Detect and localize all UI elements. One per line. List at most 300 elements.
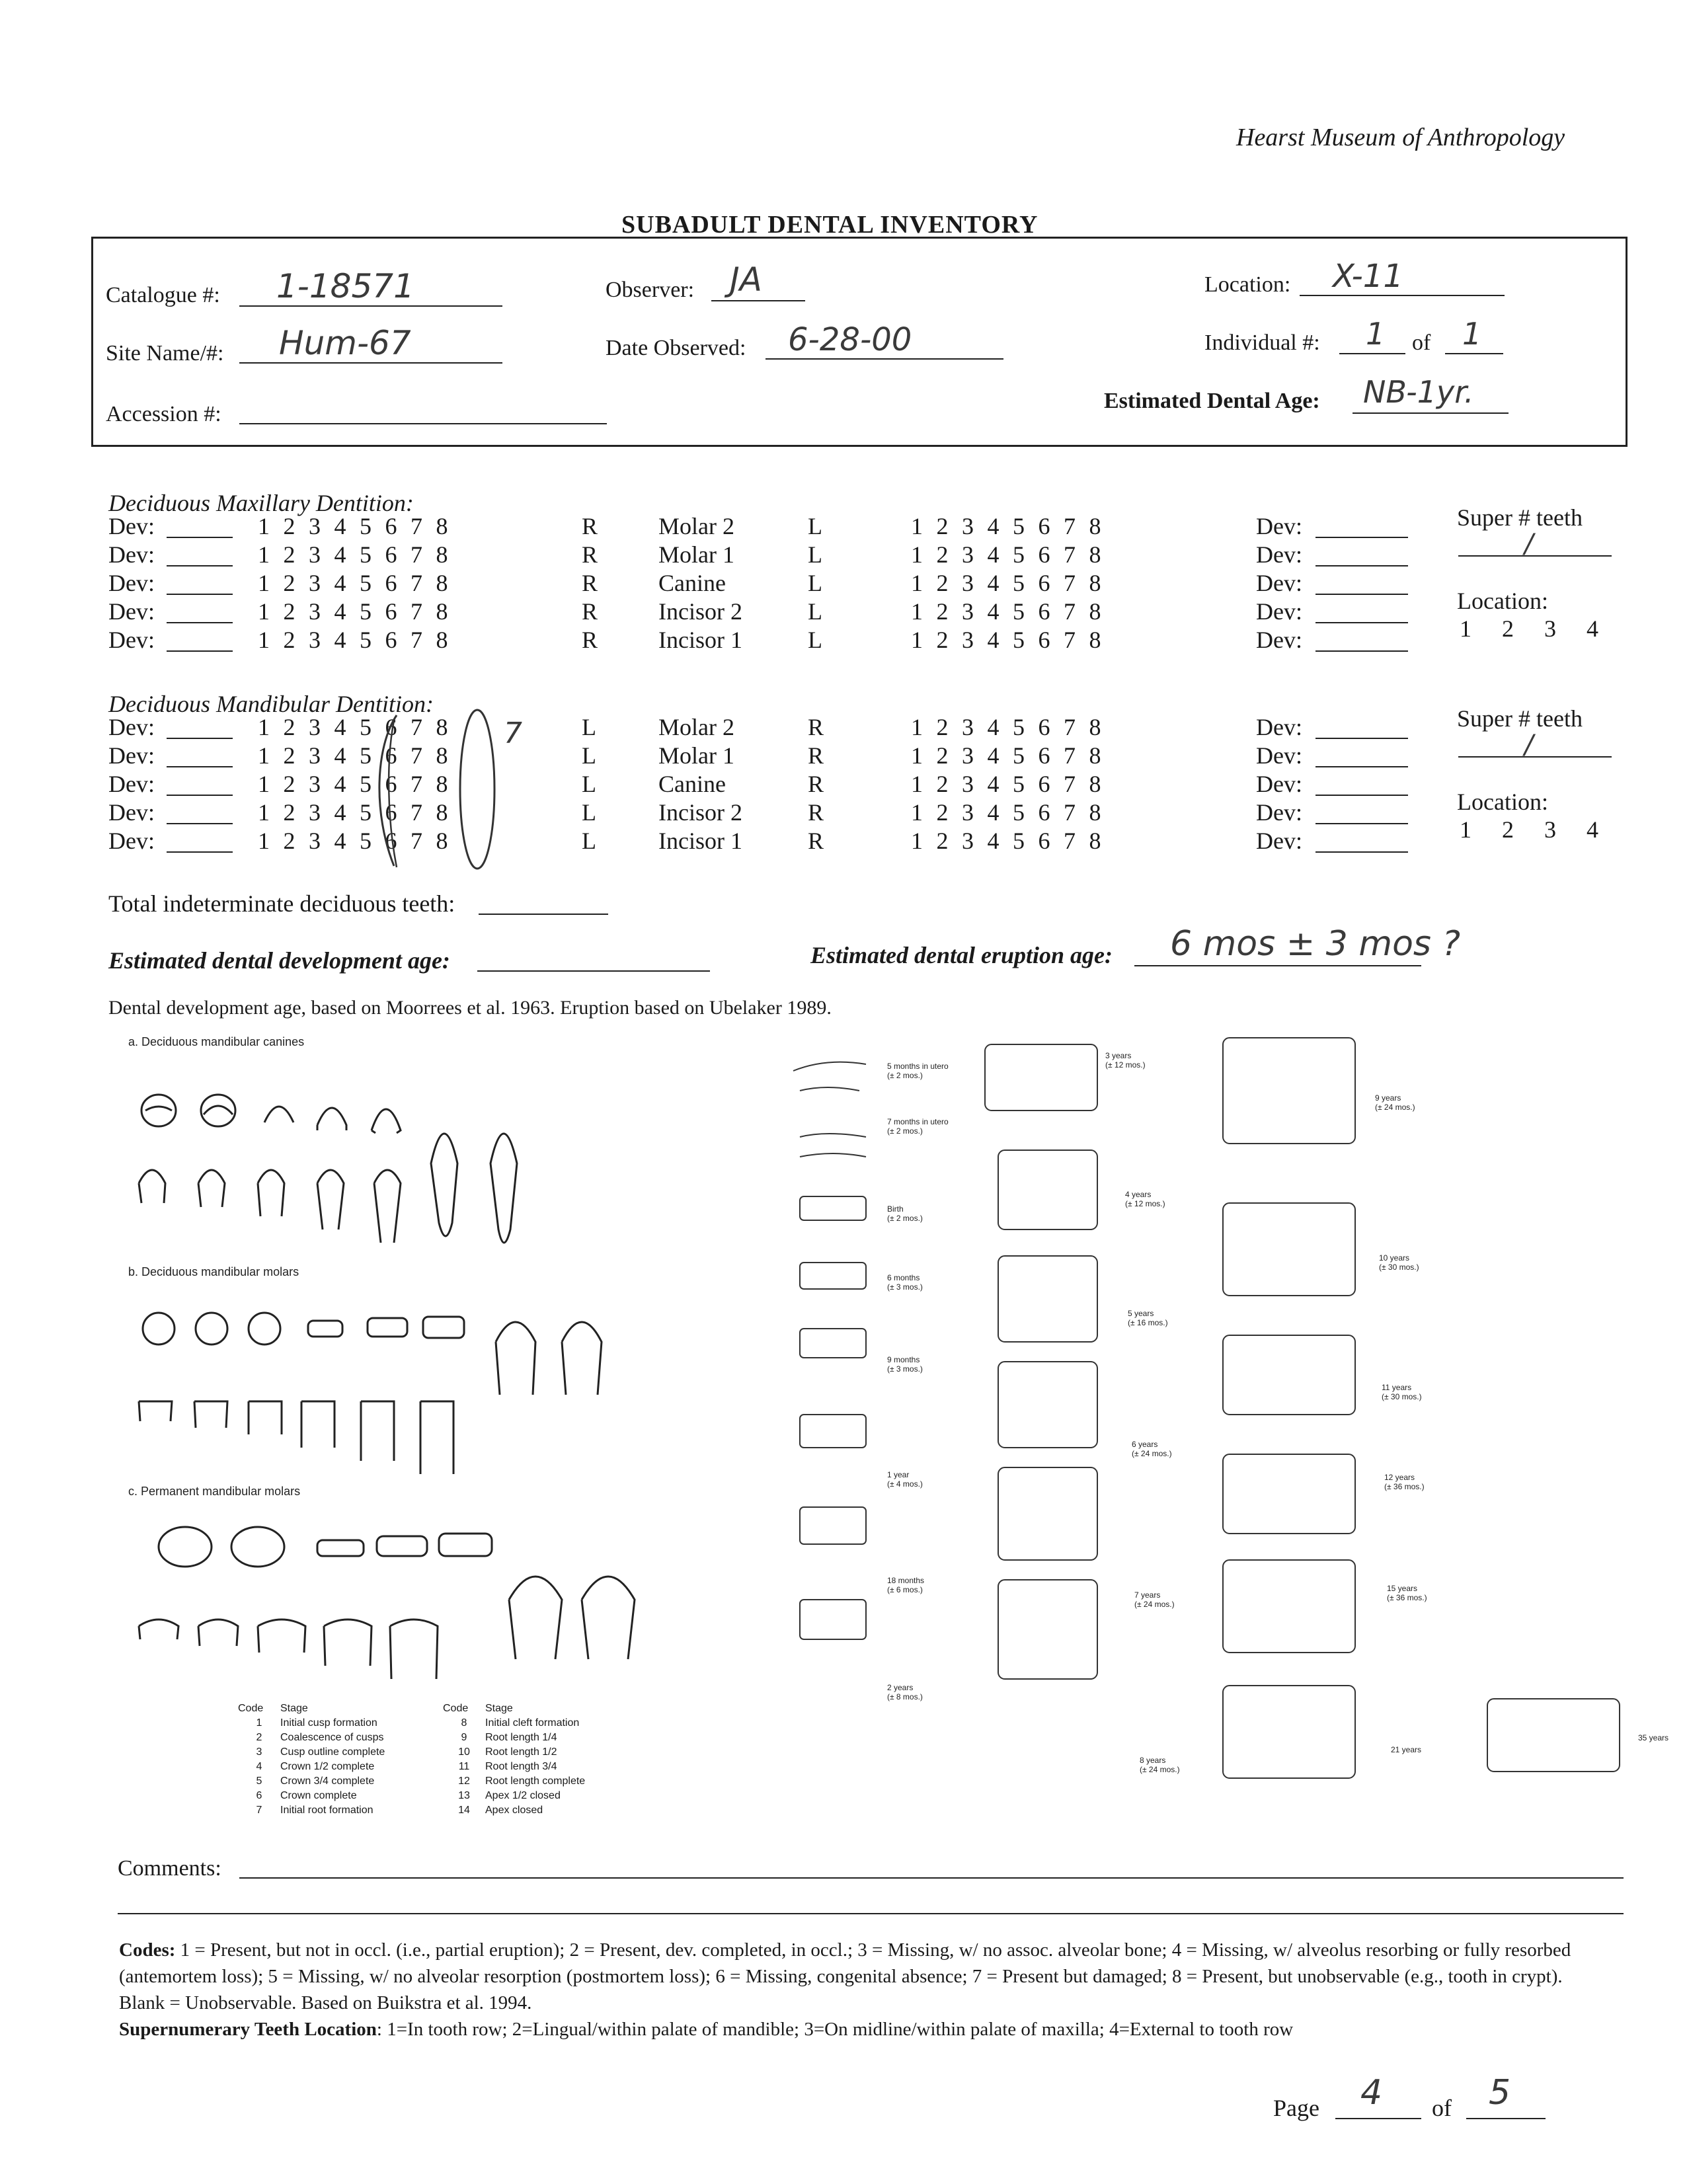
code-option[interactable]: 7 xyxy=(411,714,422,740)
indeterminate-field[interactable] xyxy=(479,883,608,915)
code-option[interactable]: 6 xyxy=(1038,513,1050,539)
museum-name: Hearst Museum of Anthropology xyxy=(1236,124,1565,151)
code-option[interactable]: 8 xyxy=(436,541,448,568)
code-option[interactable]: 5 xyxy=(360,714,372,740)
code-option[interactable]: 4 xyxy=(334,598,346,625)
code-option[interactable]: 8 xyxy=(1089,570,1101,596)
code-option[interactable]: 3 xyxy=(309,828,321,854)
code-option[interactable]: 5 xyxy=(1013,771,1025,797)
dev-field-right[interactable] xyxy=(1315,602,1408,623)
code-option[interactable]: 4 xyxy=(987,714,1000,740)
stage-row xyxy=(443,1805,585,1819)
code-option[interactable]: 5 xyxy=(1013,541,1025,568)
code-option[interactable]: 3 xyxy=(309,742,321,769)
code-option[interactable]: 3 xyxy=(309,541,321,568)
side-right: R xyxy=(808,714,824,740)
dev-field-right[interactable] xyxy=(1315,574,1408,595)
code-list-right xyxy=(911,798,1115,827)
reference-note: Dental development age, based on Moorrees et al. 1963. Eruption based on Ubelaker 1989. xyxy=(108,997,832,1019)
dev-field-right[interactable] xyxy=(1315,517,1408,538)
stage-code: 5 xyxy=(256,1775,262,1787)
code-option[interactable]: 6 xyxy=(385,799,397,826)
code-option[interactable]: 5 xyxy=(360,742,372,769)
code-option[interactable]: 4 xyxy=(987,828,1000,854)
code-option[interactable]: 6 xyxy=(385,541,397,568)
code-option[interactable]: 3 xyxy=(309,714,321,740)
stage-name: Apex 1/2 closed xyxy=(485,1790,561,1801)
code-option[interactable]: 2 xyxy=(283,742,295,769)
comments-field[interactable] xyxy=(239,1853,1624,1879)
code-option[interactable]: 8 xyxy=(1089,799,1101,826)
code-option[interactable]: 6 xyxy=(385,742,397,769)
dev-field-left[interactable] xyxy=(167,517,233,538)
code-option[interactable]: 1 xyxy=(911,828,923,854)
code-option[interactable]: 7 xyxy=(411,570,422,596)
code-option[interactable]: 1 xyxy=(258,828,270,854)
code-option[interactable]: 8 xyxy=(1089,828,1101,854)
code-option[interactable]: 3 xyxy=(309,799,321,826)
code-option[interactable]: 4 xyxy=(334,714,346,740)
code-option[interactable]: 3 xyxy=(309,598,321,625)
codes-legend xyxy=(119,1937,1587,2043)
eruption-age: 11 years xyxy=(1382,1383,1412,1392)
super-teeth-field[interactable] xyxy=(1458,531,1612,557)
code-option[interactable]: 4 xyxy=(334,771,346,797)
code-option[interactable]: 2 xyxy=(936,714,949,740)
code-option[interactable]: 8 xyxy=(436,742,448,769)
code-option[interactable]: 4 xyxy=(334,513,346,539)
side-left: L xyxy=(582,828,596,854)
code-option[interactable]: 2 xyxy=(936,799,949,826)
eruption-age-label xyxy=(887,1062,960,1080)
code-option[interactable]: 1 xyxy=(911,541,923,568)
individual-value: 1 xyxy=(1366,316,1386,352)
dev-label-right: Dev: xyxy=(1256,513,1302,539)
code-option[interactable]: 2 xyxy=(936,541,949,568)
stage-name: Crown complete xyxy=(280,1790,357,1801)
code-option[interactable]: 2 xyxy=(283,714,295,740)
code-option[interactable]: 1 xyxy=(911,799,923,826)
code-option[interactable]: 7 xyxy=(1064,742,1076,769)
code-option[interactable]: 8 xyxy=(1089,598,1101,625)
stage-row xyxy=(238,1761,385,1775)
eruption-age: 2 years xyxy=(887,1683,914,1692)
code-option[interactable]: 2 xyxy=(283,828,295,854)
code-option[interactable]: 8 xyxy=(1089,771,1101,797)
comments-field-line2[interactable] xyxy=(118,1889,1624,1914)
super-loc-text: : 1=In tooth row; 2=Lingual/within palate of mandible; 3=On midline/within palate of maxilla; 4=External to tooth row xyxy=(376,2019,1294,2040)
stage-name: Apex closed xyxy=(485,1805,543,1816)
dev-label-left: Dev: xyxy=(108,799,155,826)
stage-header-stage: Stage xyxy=(280,1703,308,1714)
code-option[interactable]: 1 xyxy=(258,799,270,826)
code-option[interactable]: 1 xyxy=(258,627,270,653)
eruption-age: 1 year xyxy=(887,1470,910,1479)
eruption-age-label xyxy=(1125,1190,1198,1208)
dev-label-left: Dev: xyxy=(108,828,155,854)
code-option[interactable]: 7 xyxy=(1064,714,1076,740)
code-option[interactable]: 4 xyxy=(334,541,346,568)
accession-field[interactable] xyxy=(239,393,607,424)
code-option[interactable]: 5 xyxy=(360,799,372,826)
code-option[interactable]: 3 xyxy=(309,570,321,596)
code-option[interactable]: 7 xyxy=(411,828,422,854)
code-option[interactable]: 7 xyxy=(1064,828,1076,854)
eruption-age-error: (± 30 mos.) xyxy=(1382,1392,1422,1401)
code-option[interactable]: 6 xyxy=(1038,598,1050,625)
code-option[interactable]: 1 xyxy=(911,627,923,653)
code-option[interactable]: 8 xyxy=(1089,513,1101,539)
code-option[interactable]: 6 xyxy=(1038,541,1050,568)
code-option[interactable]: 6 xyxy=(1038,742,1050,769)
observer-value: JA xyxy=(730,260,762,299)
code-option[interactable]: 4 xyxy=(987,627,1000,653)
code-option[interactable]: 5 xyxy=(1013,799,1025,826)
code-option[interactable]: 7 xyxy=(411,513,422,539)
code-option[interactable]: 3 xyxy=(309,513,321,539)
eruption-age: 12 years xyxy=(1384,1473,1415,1482)
code-option[interactable]: 2 xyxy=(283,771,295,797)
dev-field-left[interactable] xyxy=(167,545,233,566)
code-option[interactable]: 4 xyxy=(987,570,1000,596)
stage-code: 11 xyxy=(458,1761,470,1772)
stage-header-code: Code xyxy=(238,1703,264,1714)
super-teeth-field[interactable] xyxy=(1458,732,1612,758)
dev-label-left: Dev: xyxy=(108,513,155,539)
stage-name: Root length 1/4 xyxy=(485,1732,557,1743)
code-option[interactable]: 1 xyxy=(911,771,923,797)
code-option[interactable]: 7 xyxy=(411,598,422,625)
code-option[interactable]: 6 xyxy=(385,598,397,625)
eruption-age-error: (± 6 mos.) xyxy=(887,1585,923,1594)
dev-field-right[interactable] xyxy=(1315,775,1408,796)
stage-row xyxy=(238,1775,385,1790)
stage-name: Root length complete xyxy=(485,1775,586,1787)
code-option[interactable]: 8 xyxy=(436,828,448,854)
stage-code: 2 xyxy=(256,1732,262,1743)
stage-name: Root length 3/4 xyxy=(485,1761,557,1772)
dev-label-left: Dev: xyxy=(108,627,155,653)
dev-label-right: Dev: xyxy=(1256,627,1302,653)
code-option[interactable]: 5 xyxy=(1013,513,1025,539)
super-location-option[interactable]: 2 xyxy=(1502,816,1514,843)
code-list-right xyxy=(911,540,1115,569)
code-option[interactable]: 4 xyxy=(334,570,346,596)
code-option[interactable]: 2 xyxy=(936,627,949,653)
code-option[interactable]: 6 xyxy=(385,513,397,539)
dev-field-right[interactable] xyxy=(1315,718,1408,739)
stage-name: Cusp outline complete xyxy=(280,1746,385,1758)
code-option[interactable]: 8 xyxy=(1089,742,1101,769)
dev-field-right[interactable] xyxy=(1315,545,1408,566)
code-option[interactable]: 8 xyxy=(1089,627,1101,653)
code-option[interactable]: 8 xyxy=(436,771,448,797)
dev-field-left[interactable] xyxy=(167,631,233,652)
code-option[interactable]: 3 xyxy=(309,627,321,653)
code-option[interactable]: 8 xyxy=(436,513,448,539)
eruption-age-error: (± 36 mos.) xyxy=(1384,1482,1425,1491)
code-option[interactable]: 2 xyxy=(936,771,949,797)
code-option[interactable]: 1 xyxy=(258,570,270,596)
code-option[interactable]: 6 xyxy=(385,627,397,653)
super-location-option[interactable]: 4 xyxy=(1587,816,1598,843)
code-option[interactable]: 6 xyxy=(385,771,397,797)
super-location-option[interactable]: 2 xyxy=(1502,615,1514,642)
code-option[interactable]: 4 xyxy=(987,513,1000,539)
dev-field-left[interactable] xyxy=(167,832,233,853)
code-option[interactable]: 2 xyxy=(936,570,949,596)
code-option[interactable]: 6 xyxy=(385,570,397,596)
code-option[interactable]: 4 xyxy=(334,799,346,826)
code-option[interactable]: 5 xyxy=(360,513,372,539)
code-option[interactable]: 3 xyxy=(962,598,974,625)
eruption-age: Birth xyxy=(887,1204,904,1214)
code-option[interactable]: 6 xyxy=(1038,771,1050,797)
code-option[interactable]: 1 xyxy=(258,742,270,769)
side-right: L xyxy=(808,570,822,596)
code-option[interactable]: 5 xyxy=(360,570,372,596)
code-option[interactable]: 6 xyxy=(385,714,397,740)
maxillary-heading: Deciduous Maxillary Dentition: xyxy=(108,490,414,516)
dev-field-right[interactable] xyxy=(1315,746,1408,767)
code-option[interactable]: 2 xyxy=(283,570,295,596)
code-option[interactable]: 8 xyxy=(436,714,448,740)
code-option[interactable]: 6 xyxy=(1038,570,1050,596)
dev-label-right: Dev: xyxy=(1256,541,1302,568)
eruption-age: 5 years xyxy=(1128,1309,1154,1318)
code-option[interactable]: 1 xyxy=(258,714,270,740)
code-list-right xyxy=(911,625,1115,654)
code-option[interactable]: 5 xyxy=(1013,742,1025,769)
eruption-age-label xyxy=(1375,1093,1448,1112)
stage-code: 4 xyxy=(256,1761,262,1772)
code-option[interactable]: 3 xyxy=(962,570,974,596)
side-left: L xyxy=(582,714,596,740)
code-option[interactable]: 2 xyxy=(936,828,949,854)
code-option[interactable]: 7 xyxy=(411,799,422,826)
eruption-age: 7 months in utero xyxy=(887,1117,949,1126)
code-option[interactable]: 1 xyxy=(258,598,270,625)
eruption-age-label xyxy=(887,1204,960,1223)
code-option[interactable]: 4 xyxy=(987,799,1000,826)
code-option[interactable]: 2 xyxy=(936,513,949,539)
dev-label-right: Dev: xyxy=(1256,828,1302,854)
code-option[interactable]: 4 xyxy=(987,541,1000,568)
code-option[interactable]: 7 xyxy=(411,771,422,797)
page-total: 5 xyxy=(1489,2073,1511,2113)
code-option[interactable]: 7 xyxy=(1064,771,1076,797)
dev-age-field[interactable] xyxy=(477,939,710,972)
stage-code: 1 xyxy=(256,1717,262,1729)
stage-code: 6 xyxy=(256,1790,262,1801)
code-option[interactable]: 1 xyxy=(258,771,270,797)
code-option[interactable]: 8 xyxy=(436,627,448,653)
code-option[interactable]: 7 xyxy=(1064,541,1076,568)
code-option[interactable]: 6 xyxy=(1038,799,1050,826)
code-option[interactable]: 7 xyxy=(411,742,422,769)
eruption-age-error: (± 24 mos.) xyxy=(1132,1449,1172,1458)
stage-row xyxy=(443,1775,585,1790)
location-label: Location: xyxy=(1204,272,1291,297)
side-left: L xyxy=(582,742,596,769)
eruption-age-error: (± 24 mos.) xyxy=(1375,1103,1415,1112)
stage-header-stage: Stage xyxy=(485,1703,513,1714)
eruption-age-error: (± 30 mos.) xyxy=(1379,1263,1419,1272)
code-option[interactable]: 4 xyxy=(987,742,1000,769)
side-right: R xyxy=(808,771,824,797)
code-option[interactable]: 2 xyxy=(936,598,949,625)
individual-total: 1 xyxy=(1462,316,1482,352)
code-option[interactable]: 5 xyxy=(1013,714,1025,740)
code-option[interactable]: 1 xyxy=(911,570,923,596)
code-option[interactable]: 2 xyxy=(283,627,295,653)
code-option[interactable]: 5 xyxy=(1013,570,1025,596)
super-location-option[interactable]: 1 xyxy=(1460,615,1471,642)
dev-label-left: Dev: xyxy=(108,598,155,625)
code-option[interactable]: 5 xyxy=(360,627,372,653)
code-option[interactable]: 4 xyxy=(334,627,346,653)
stage-code: 14 xyxy=(458,1805,470,1816)
code-list-right xyxy=(911,769,1115,799)
code-option[interactable]: 3 xyxy=(962,828,974,854)
dev-field-right[interactable] xyxy=(1315,832,1408,853)
code-option[interactable]: 2 xyxy=(283,513,295,539)
observer-label: Observer: xyxy=(606,278,695,302)
code-option[interactable]: 5 xyxy=(1013,598,1025,625)
code-option[interactable]: 8 xyxy=(1089,541,1101,568)
stage-code: 7 xyxy=(256,1805,262,1816)
comments-label: Comments: xyxy=(118,1856,221,1881)
code-option[interactable]: 5 xyxy=(360,598,372,625)
code-option[interactable]: 2 xyxy=(283,541,295,568)
code-option[interactable]: 7 xyxy=(1064,627,1076,653)
code-option[interactable]: 3 xyxy=(962,771,974,797)
dev-field-left[interactable] xyxy=(167,574,233,595)
code-option[interactable]: 4 xyxy=(987,598,1000,625)
stage-code: 9 xyxy=(461,1732,467,1743)
code-option[interactable]: 4 xyxy=(334,828,346,854)
code-option[interactable]: 8 xyxy=(436,799,448,826)
date-label: Date Observed: xyxy=(606,336,746,360)
dev-field-left[interactable] xyxy=(167,602,233,623)
super-location-option[interactable]: 4 xyxy=(1587,615,1598,642)
code-option[interactable]: 3 xyxy=(962,742,974,769)
dev-label-left: Dev: xyxy=(108,742,155,769)
code-list-right xyxy=(911,512,1115,541)
code-option[interactable]: 3 xyxy=(962,627,974,653)
code-option[interactable]: 8 xyxy=(1089,714,1101,740)
eruption-age-error: (± 2 mos.) xyxy=(887,1071,923,1080)
stage-row xyxy=(238,1717,385,1732)
code-option[interactable]: 2 xyxy=(936,742,949,769)
code-option[interactable]: 6 xyxy=(1038,714,1050,740)
code-option[interactable]: 3 xyxy=(962,799,974,826)
dev-field-left[interactable] xyxy=(167,775,233,796)
dev-field-left[interactable] xyxy=(167,803,233,824)
code-option[interactable]: 1 xyxy=(258,513,270,539)
code-option[interactable]: 1 xyxy=(911,513,923,539)
code-option[interactable]: 1 xyxy=(911,714,923,740)
eruption-age-label xyxy=(1134,1590,1207,1609)
code-option[interactable]: 6 xyxy=(1038,627,1050,653)
eruption-age-label xyxy=(1384,1473,1457,1491)
est-age-value: NB-1yr. xyxy=(1363,374,1474,410)
code-option[interactable]: 7 xyxy=(1064,513,1076,539)
eruption-age-error: (± 8 mos.) xyxy=(887,1692,923,1701)
dev-field-right[interactable] xyxy=(1315,803,1408,824)
codes-text: 1 = Present, but not in occl. (i.e., partial eruption); 2 = Present, dev. completed, in occl.; 3 = Missing, w/ no assoc. alveolar bone; 4 = Missing, w/ alveolus resorbing or fully resorbed (antemortem loss); 5 = Missing, w/ no alveolar resorption (postmortem loss); 6 = Missing, congenital absence; 7 = Present but damaged; 8 = Present, but unobservable (e.g., tooth in crypt). Blank = Unobservable. Based on Buikstra et al. 1994. xyxy=(119,1939,1571,2013)
code-option[interactable]: 3 xyxy=(962,541,974,568)
code-option[interactable]: 1 xyxy=(911,742,923,769)
code-option[interactable]: 7 xyxy=(411,541,422,568)
code-option[interactable]: 7 xyxy=(1064,598,1076,625)
code-option[interactable]: 5 xyxy=(360,828,372,854)
eruption-age-error: (± 24 mos.) xyxy=(1140,1765,1180,1774)
eruption-age-error: (± 12 mos.) xyxy=(1105,1060,1146,1070)
code-option[interactable]: 8 xyxy=(436,598,448,625)
dev-label-right: Dev: xyxy=(1256,570,1302,596)
dev-label-right: Dev: xyxy=(1256,742,1302,769)
code-option[interactable]: 7 xyxy=(411,627,422,653)
dev-field-right[interactable] xyxy=(1315,631,1408,652)
eruption-age: 21 years xyxy=(1391,1745,1422,1754)
dev-label-right: Dev: xyxy=(1256,799,1302,826)
code-option[interactable]: 5 xyxy=(1013,627,1025,653)
code-option[interactable]: 4 xyxy=(334,742,346,769)
code-option[interactable]: 5 xyxy=(1013,828,1025,854)
eruption-age: 7 years xyxy=(1134,1590,1161,1600)
stage-table-left xyxy=(238,1703,385,1819)
code-option[interactable]: 2 xyxy=(283,598,295,625)
code-option[interactable]: 7 xyxy=(1064,799,1076,826)
super-location-option[interactable]: 3 xyxy=(1544,816,1556,843)
page-of: of xyxy=(1432,2095,1452,2121)
eruption-age: 18 months xyxy=(887,1576,925,1585)
side-right: L xyxy=(808,627,822,653)
code-option[interactable]: 8 xyxy=(436,570,448,596)
dev-field-left[interactable] xyxy=(167,746,233,767)
dev-field-left[interactable] xyxy=(167,718,233,739)
code-option[interactable]: 6 xyxy=(1038,828,1050,854)
tooth-name: Canine xyxy=(658,771,726,797)
catalogue-label: Catalogue #: xyxy=(106,283,220,307)
code-option[interactable]: 1 xyxy=(911,598,923,625)
code-option[interactable]: 5 xyxy=(360,541,372,568)
stage-name: Coalescence of cusps xyxy=(280,1732,384,1743)
code-option[interactable]: 1 xyxy=(258,541,270,568)
code-option[interactable]: 5 xyxy=(360,771,372,797)
code-option[interactable]: 3 xyxy=(962,714,974,740)
individual-label: Individual #: xyxy=(1204,331,1320,355)
stage-code: 10 xyxy=(458,1746,470,1758)
dev-label-right: Dev: xyxy=(1256,771,1302,797)
code-option[interactable]: 3 xyxy=(309,771,321,797)
side-right: L xyxy=(808,513,822,539)
tooth-name: Incisor 2 xyxy=(658,598,742,625)
code-option[interactable]: 7 xyxy=(1064,570,1076,596)
code-option[interactable]: 3 xyxy=(962,513,974,539)
super-location-option[interactable]: 1 xyxy=(1460,816,1471,843)
super-location-option[interactable]: 3 xyxy=(1544,615,1556,642)
dev-label-left: Dev: xyxy=(108,570,155,596)
code-option[interactable]: 6 xyxy=(385,828,397,854)
page-label: Page xyxy=(1273,2095,1319,2121)
stage-code: 3 xyxy=(256,1746,262,1758)
codes-label: Codes: xyxy=(119,1939,176,1961)
stage-header xyxy=(238,1703,385,1717)
code-option[interactable]: 2 xyxy=(283,799,295,826)
code-option[interactable]: 4 xyxy=(987,771,1000,797)
